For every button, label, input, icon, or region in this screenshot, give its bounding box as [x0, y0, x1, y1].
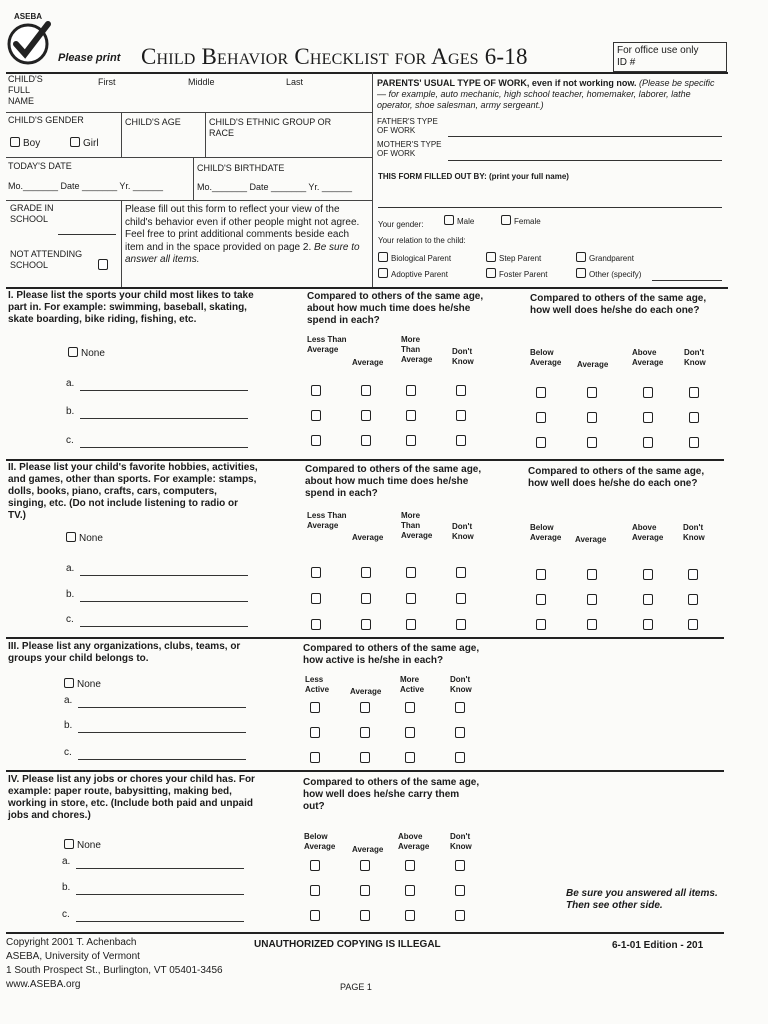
item-b-line[interactable] — [80, 418, 248, 419]
ethnic-label: CHILD'S ETHNIC GROUP OR RACE — [209, 117, 332, 138]
checkbox-icon — [486, 252, 496, 262]
s4-b-avg[interactable] — [360, 885, 370, 896]
col-more-than-average: More Than Average — [401, 335, 433, 364]
col-less-than-average: Less Than Average — [307, 335, 347, 354]
s2-b-skill-dk[interactable] — [688, 594, 698, 605]
s4-c-below[interactable] — [310, 910, 320, 921]
s1-a-skill-dk[interactable] — [689, 387, 699, 398]
page-number: PAGE 1 — [340, 982, 372, 992]
s1-b-skill-above[interactable] — [643, 412, 653, 423]
biological-checkbox[interactable] — [378, 252, 451, 263]
s4-b-below[interactable] — [310, 885, 320, 896]
office-use-label: For office use only — [617, 45, 699, 56]
s1-b-time-more[interactable] — [406, 410, 416, 421]
your-gender-label: Your gender: — [378, 220, 424, 229]
col-less-active: Less Active — [305, 675, 330, 694]
id-label: ID # — [617, 57, 636, 68]
checkbox-icon — [68, 347, 78, 357]
item-c-line[interactable] — [78, 759, 246, 760]
female-label: Female — [514, 217, 541, 226]
male-checkbox[interactable] — [444, 215, 474, 226]
checkbox-icon — [66, 532, 76, 542]
col-dont-know: Don't Know — [450, 832, 472, 851]
s1-c-time-less[interactable] — [311, 435, 321, 446]
item-a-line[interactable] — [80, 575, 248, 576]
todays-date-fields[interactable]: Mo._______ Date _______ Yr. ______ — [8, 181, 163, 191]
form-title: Child Behavior Checklist for Ages 6-18 — [141, 44, 528, 69]
s2-c-time-dk[interactable] — [456, 619, 466, 630]
col-above-average: Above Average — [632, 523, 664, 542]
s3-c-avg[interactable] — [360, 752, 370, 763]
s1-b-time-dk[interactable] — [456, 410, 466, 421]
please-print: Please print — [58, 52, 121, 64]
col-less-than-average: Less Than Average — [307, 511, 347, 530]
parents-work-heading — [377, 78, 723, 111]
section-2-text: Please list your child's favorite hobbies, activities, and games, other than sports. For example: stamps, dolls, books, piano, crafts, cars, computers, singing, etc. (Do not include listening to radio or TV.) — [8, 462, 258, 521]
s4-c-avg[interactable] — [360, 910, 370, 921]
none-label: None — [77, 679, 101, 690]
foster-checkbox[interactable] — [486, 268, 547, 279]
first-name-label: First — [98, 77, 116, 87]
item-c-line[interactable] — [80, 626, 248, 627]
step-checkbox[interactable] — [486, 252, 541, 263]
col-below-average: Below Average — [530, 523, 562, 542]
col-dont-know: Don't Know — [452, 522, 474, 541]
s1-c-skill-avg[interactable] — [587, 437, 597, 448]
office-use-box — [613, 42, 727, 72]
edition: 6-1-01 Edition - 201 — [612, 940, 704, 951]
section-2-none[interactable] — [66, 532, 103, 545]
birthdate-fields[interactable]: Mo._______ Date _______ Yr. ______ — [197, 182, 352, 192]
s4-b-above[interactable] — [405, 885, 415, 896]
s2-b-skill-below[interactable] — [536, 594, 546, 605]
item-b-line[interactable] — [78, 732, 246, 733]
col-above-average: Above Average — [398, 832, 430, 851]
instructions-text: Please fill out this form to reflect your view of the child's behavior even if other people might not agree. Feel free to print additional comments beside each item and in the space provided on page 2. — [125, 204, 360, 253]
col-more-active: More Active — [400, 675, 425, 694]
s3-c-more[interactable] — [405, 752, 415, 763]
s3-a-less[interactable] — [310, 702, 320, 713]
s1-a-time-more[interactable] — [406, 385, 416, 396]
biological-label: Biological Parent — [391, 254, 452, 263]
s2-c-skill-dk[interactable] — [688, 619, 698, 630]
s2-b-skill-avg[interactable] — [587, 594, 597, 605]
s1-a-time-avg[interactable] — [361, 385, 371, 396]
middle-name-label: Middle — [188, 77, 215, 87]
copying-warning: UNAUTHORIZED COPYING IS ILLEGAL — [254, 939, 441, 950]
address: 1 South Prospect St., Burlington, VT 05401-3456 — [6, 965, 223, 976]
item-a-label: a. — [62, 856, 71, 867]
s1-c-skill-above[interactable] — [643, 437, 653, 448]
col-more-than-average: More Than Average — [401, 511, 433, 540]
parents-heading-text: PARENTS' USUAL TYPE OF WORK, even if not working now. — [377, 78, 637, 88]
s1-c-time-more[interactable] — [406, 435, 416, 446]
female-checkbox[interactable] — [501, 215, 541, 226]
logo-text: ASEBA — [14, 12, 43, 21]
s4-a-avg[interactable] — [360, 860, 370, 871]
s1-c-skill-dk[interactable] — [689, 437, 699, 448]
s3-c-less[interactable] — [310, 752, 320, 763]
checkbox-icon — [378, 268, 388, 278]
instructions-emphasis: Be sure to answer all items. — [125, 241, 360, 265]
section-1-none[interactable] — [68, 347, 105, 360]
s2-c-skill-avg[interactable] — [587, 619, 597, 630]
s2-c-time-less[interactable] — [311, 619, 321, 630]
s3-b-avg[interactable] — [360, 727, 370, 738]
s1-c-time-avg[interactable] — [361, 435, 371, 446]
fathers-work-label: FATHER'S TYPE OF WORK — [377, 117, 438, 135]
col-average: Average — [352, 358, 384, 367]
section-4-num: IV. — [8, 774, 20, 785]
s1-b-time-less[interactable] — [311, 410, 321, 421]
mothers-work-label: MOTHER'S TYPE OF WORK — [377, 140, 442, 158]
checkbox-icon — [501, 215, 511, 225]
s1-b-skill-below[interactable] — [536, 412, 546, 423]
s4-b-dk[interactable] — [455, 885, 465, 896]
s3-a-avg[interactable] — [360, 702, 370, 713]
checkbox-icon — [64, 839, 74, 849]
s3-b-dk[interactable] — [455, 727, 465, 738]
filled-by-label: THIS FORM FILLED OUT BY: (print your full name) — [378, 172, 569, 181]
girl-checkbox[interactable] — [70, 137, 99, 150]
item-b-label: b. — [62, 882, 71, 893]
item-b-line[interactable] — [80, 601, 248, 602]
col-below-average: Below Average — [304, 832, 336, 851]
grandparent-checkbox[interactable] — [576, 252, 634, 263]
item-c-line[interactable] — [76, 921, 244, 922]
other-label: Other (specify) — [589, 270, 642, 279]
aseba-logo — [4, 14, 56, 66]
section-4-question — [8, 774, 270, 822]
s4-c-above[interactable] — [405, 910, 415, 921]
section-1-num: I. — [8, 290, 14, 301]
item-c-label: c. — [62, 909, 70, 920]
s2-a-skill-dk[interactable] — [688, 569, 698, 580]
copyright: Copyright 2001 T. Achenbach — [6, 937, 137, 948]
s2-c-time-more[interactable] — [406, 619, 416, 630]
checkbox-icon — [70, 137, 80, 147]
col-average: Average — [352, 533, 384, 542]
section-4-none[interactable] — [64, 839, 101, 852]
parents-please-text: (Please be specific — for example, auto mechanic, high school teacher, homemaker, laborer, lathe operator, shoe salesman, army sergeant.) — [377, 78, 715, 110]
col-below-average: Below Average — [530, 348, 562, 367]
s2-b-time-less[interactable] — [311, 593, 321, 604]
item-c-line[interactable] — [80, 447, 248, 448]
boy-checkbox[interactable] — [10, 137, 40, 150]
s1-b-skill-dk[interactable] — [689, 412, 699, 423]
checkbox-icon — [10, 137, 20, 147]
checkbox-icon — [378, 252, 388, 262]
boy-label: Boy — [23, 138, 41, 149]
none-label: None — [79, 533, 103, 544]
section-1-q2: Compared to others of the same age, how well does he/she do each one? — [530, 293, 707, 316]
s2-c-skill-above[interactable] — [643, 619, 653, 630]
item-b-line[interactable] — [76, 894, 244, 895]
section-4-q1: Compared to others of the same age, how well does he/she carry them out? — [303, 777, 480, 812]
s1-a-skill-below[interactable] — [536, 387, 546, 398]
foster-label: Foster Parent — [499, 270, 548, 279]
section-3-num: III. — [8, 641, 20, 652]
section-3-text: Please list any organizations, clubs, teams, or groups your child belongs to. — [8, 641, 241, 664]
birthdate-label: CHILD'S BIRTHDATE — [197, 163, 285, 173]
item-b-label: b. — [66, 589, 75, 600]
s1-a-time-dk[interactable] — [456, 385, 466, 396]
other-checkbox[interactable] — [576, 268, 641, 279]
s2-b-time-more[interactable] — [406, 593, 416, 604]
girl-label: Girl — [83, 138, 99, 149]
col-above-average: Above Average — [632, 348, 664, 367]
s2-a-skill-above[interactable] — [643, 569, 653, 580]
s2-a-time-avg[interactable] — [361, 567, 371, 578]
male-label: Male — [457, 217, 475, 226]
col-average: Average — [352, 845, 384, 854]
s1-b-time-avg[interactable] — [361, 410, 371, 421]
item-c-label: c. — [66, 435, 74, 446]
s2-c-skill-below[interactable] — [536, 619, 546, 630]
last-name-label: Last — [286, 77, 304, 87]
gender-label: CHILD'S GENDER — [8, 115, 84, 125]
col-average: Average — [577, 360, 609, 369]
section-2-num: II. — [8, 462, 17, 473]
none-label: None — [77, 840, 101, 851]
item-a-label: a. — [66, 563, 75, 574]
col-dont-know: Don't Know — [452, 347, 474, 366]
s1-a-skill-avg[interactable] — [587, 387, 597, 398]
item-b-label: b. — [66, 406, 75, 417]
s2-a-time-less[interactable] — [311, 567, 321, 578]
col-dont-know: Don't Know — [450, 675, 472, 694]
website: www.ASEBA.org — [6, 979, 81, 990]
adoptive-label: Adoptive Parent — [391, 270, 448, 279]
s2-a-time-dk[interactable] — [456, 567, 466, 578]
s1-a-time-less[interactable] — [311, 385, 321, 396]
section-1-text: Please list the sports your child most likes to take part in. For example: swimming, baseball, skating, skate boarding, bike riding, fishing, etc. — [8, 290, 254, 325]
item-a-line[interactable] — [80, 390, 248, 391]
s2-a-skill-avg[interactable] — [587, 569, 597, 580]
grandparent-label: Grandparent — [589, 254, 634, 263]
not-attending-checkbox[interactable] — [98, 259, 108, 270]
s1-c-time-dk[interactable] — [456, 435, 466, 446]
item-a-label: a. — [66, 378, 75, 389]
section-4-text: Please list any jobs or chores your child has. For example: paper route, babysitting, making bed, working in store, etc. (Include both paid and unpaid jobs and chores.) — [8, 774, 255, 821]
not-attending-label: NOT ATTENDING SCHOOL — [10, 249, 83, 270]
col-average: Average — [350, 687, 382, 696]
step-label: Step Parent — [499, 254, 542, 263]
item-c-label: c. — [64, 747, 72, 758]
item-a-line[interactable] — [78, 707, 246, 708]
s4-c-dk[interactable] — [455, 910, 465, 921]
s4-a-above[interactable] — [405, 860, 415, 871]
s1-c-skill-below[interactable] — [536, 437, 546, 448]
s3-c-dk[interactable] — [455, 752, 465, 763]
section-2-question — [8, 462, 258, 522]
s4-a-dk[interactable] — [455, 860, 465, 871]
section-3-q1: Compared to others of the same age, how active is he/she in each? — [303, 643, 480, 666]
age-label: CHILD'S AGE — [125, 117, 181, 127]
s3-b-more[interactable] — [405, 727, 415, 738]
checkbox-icon — [486, 268, 496, 278]
s2-b-time-dk[interactable] — [456, 593, 466, 604]
col-dont-know: Don't Know — [684, 348, 706, 367]
s3-a-dk[interactable] — [455, 702, 465, 713]
reminder-text: Be sure you answered all items. Then see other side. — [566, 888, 718, 911]
s1-b-skill-avg[interactable] — [587, 412, 597, 423]
section-2-q1: Compared to others of the same age, about how much time does he/she spend in each? — [305, 464, 482, 499]
grade-label: GRADE IN SCHOOL — [10, 203, 54, 224]
childs-full-name-label: CHILD'S FULL NAME — [8, 74, 43, 106]
s2-b-time-avg[interactable] — [361, 593, 371, 604]
section-3-none[interactable] — [64, 678, 101, 691]
checkmark-logo-icon — [4, 14, 56, 66]
s2-a-skill-below[interactable] — [536, 569, 546, 580]
s2-a-time-more[interactable] — [406, 567, 416, 578]
s2-c-time-avg[interactable] — [361, 619, 371, 630]
s2-b-skill-above[interactable] — [643, 594, 653, 605]
section-1-question — [8, 290, 258, 326]
section-3-question — [8, 641, 266, 665]
item-c-label: c. — [66, 614, 74, 625]
checkbox-icon — [576, 252, 586, 262]
col-average: Average — [575, 535, 607, 544]
section-1-q1: Compared to others of the same age, about how much time does he/she spend in each? — [307, 291, 484, 326]
adoptive-checkbox[interactable] — [378, 268, 448, 279]
s3-a-more[interactable] — [405, 702, 415, 713]
s4-a-below[interactable] — [310, 860, 320, 871]
instructions — [125, 204, 369, 267]
col-dont-know: Don't Know — [683, 523, 705, 542]
checkbox-icon — [64, 678, 74, 688]
item-b-label: b. — [64, 720, 73, 731]
org-name: ASEBA, University of Vermont — [6, 951, 140, 962]
none-label: None — [81, 348, 105, 359]
s1-a-skill-above[interactable] — [643, 387, 653, 398]
section-2-q2: Compared to others of the same age, how well does he/she do each one? — [528, 466, 705, 489]
todays-date-label: TODAY'S DATE — [8, 161, 72, 171]
checkbox-icon — [444, 215, 454, 225]
item-a-line[interactable] — [76, 868, 244, 869]
s3-b-less[interactable] — [310, 727, 320, 738]
item-a-label: a. — [64, 695, 73, 706]
relation-label: Your relation to the child: — [378, 236, 466, 245]
checkbox-icon — [576, 268, 586, 278]
